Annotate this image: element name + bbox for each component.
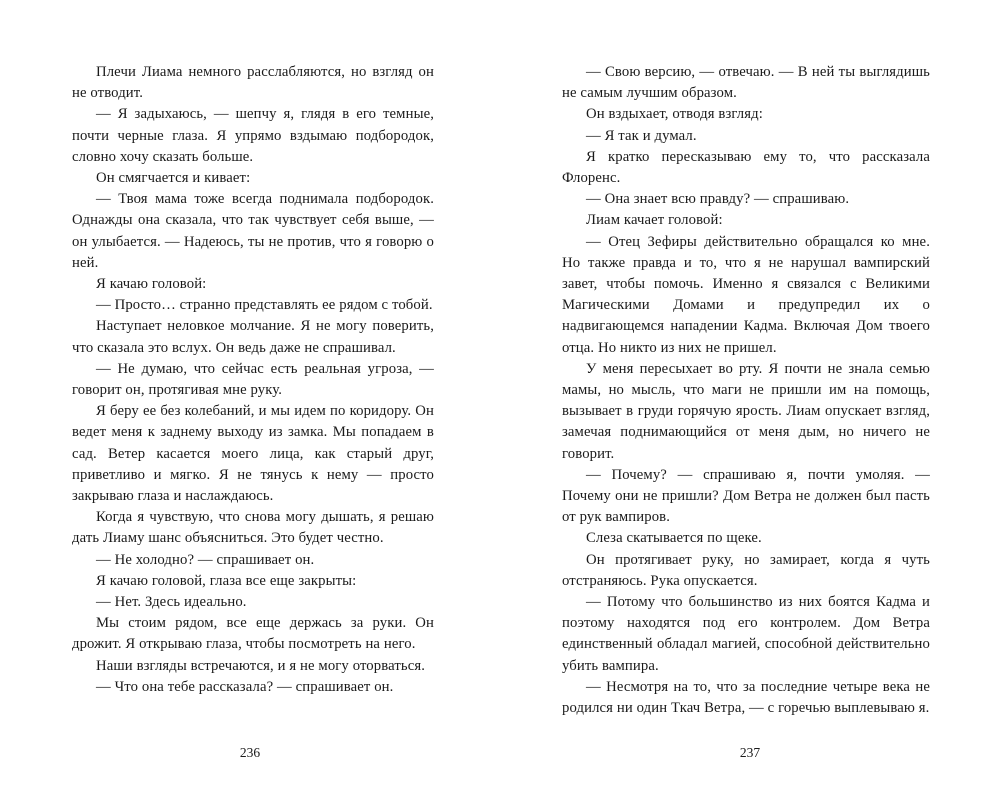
paragraph: — Что она тебе рассказала? — спрашивает он. (96, 678, 394, 695)
right-page (500, 0, 1000, 803)
paragraph: — Я так и думал. (586, 127, 697, 144)
paragraph: — Нет. Здесь идеально. (96, 594, 247, 611)
paragraph: — Твоя мама тоже всегда поднимала подбородок. Однажды она сказала, что так чувствует себя выше, — он улыбается. — Надеюсь, ты не против, что я говорю о ней. (72, 191, 434, 271)
paragraph: — Просто… странно представлять ее рядом с тобой. (96, 297, 433, 314)
left-page-text-column (72, 62, 434, 698)
paragraph: Он смягчается и кивает: (96, 170, 251, 187)
paragraph: Он вздыхает, отводя взгляд: (586, 106, 763, 123)
paragraph: — Не думаю, что сейчас есть реальная угроза, — говорит он, протягивая мне руку. (72, 360, 434, 399)
paragraph: Лиам качает головой: (586, 212, 723, 229)
paragraph: Он протягивает руку, но замирает, когда я чуть отстраняюсь. Рука опускается. (562, 551, 930, 589)
paragraph: Наступает неловкое молчание. Я не могу поверить, что сказала это вслух. Он ведь даже не спрашивал. (72, 318, 434, 356)
paragraph: — Она знает всю правду? — спрашиваю. (586, 191, 850, 208)
paragraph: Наши взгляды встречаются, и я не могу оторваться. (96, 657, 426, 674)
paragraph: — Не холодно? — спрашивает он. (96, 551, 315, 568)
paragraph: Я беру ее без колебаний, и мы идем по коридору. Он ведет меня к заднему выходу из замка. Мы попадаем в сад. Ветер касается моего лица, как старый друг, приветливо и мягко. Я не тянусь к нему — просто закрываю глаза и наслаждаюсь. (72, 403, 434, 505)
paragraph: Слеза скатывается по щеке. (586, 530, 762, 547)
page-number-left: 236 (239, 745, 261, 760)
paragraph: — Почему? — спрашиваю я, почти умоляя. — Почему они не пришли? Дом Ветра не должен был пасть от рук вампиров. (562, 466, 930, 526)
paragraph: Я кратко пересказываю ему то, что рассказала Флоренс. (562, 148, 930, 187)
paragraph: — Потому что большинство из них боятся Кадма и поэтому находятся под его контролем. Дом Ветра единственный обладал магией, способной действительно убить вампира. (562, 594, 930, 674)
paragraph: — Несмотря на то, что за последние четыре века не родился ни один Ткач Ветра, — с горечью выплевываю я. (562, 678, 930, 717)
page-number-right: 237 (739, 745, 761, 760)
paragraph: Когда я чувствую, что снова могу дышать, я решаю дать Лиаму шанс объясниться. Это будет честно. (72, 509, 434, 547)
paragraph: — Отец Зефиры действительно обращался ко мне. Но также правда и то, что я не нарушал вампирский завет, чтобы помочь. Именно я связался с Великими Магическими Домами и предупредил их о надвигающемся нападении Кадма. Включая Дом твоего отца. Но никто из них не пришел. (562, 233, 930, 356)
paragraph: Я качаю головой: (96, 276, 207, 293)
paragraph: — Свою версию, — отвечаю. — В ней ты выглядишь не самым лучшим образом. (562, 64, 930, 102)
paragraph: Плечи Лиама немного расслабляются, но взгляд он не отводит. (72, 64, 434, 102)
paragraph: Я качаю головой, глаза все еще закрыты: (96, 572, 357, 589)
right-page-text-column (562, 62, 930, 719)
paragraph: У меня пересыхает во рту. Я почти не знала семью мамы, но мысль, что маги не пришли им на помощь, вызывает в груди горячую ярость. Лиам опускает взгляд, замечая поднимающийся от меня дым, но ничего не говорит. (562, 360, 930, 462)
paragraph: Мы стоим рядом, все еще держась за руки. Он дрожит. Я открываю глаза, чтобы посмотреть на него. (72, 615, 434, 653)
paragraph: — Я задыхаюсь, — шепчу я, глядя в его темные, почти черные глаза. Я упрямо вздымаю подбородок, словно хочу сказать больше. (72, 106, 434, 165)
